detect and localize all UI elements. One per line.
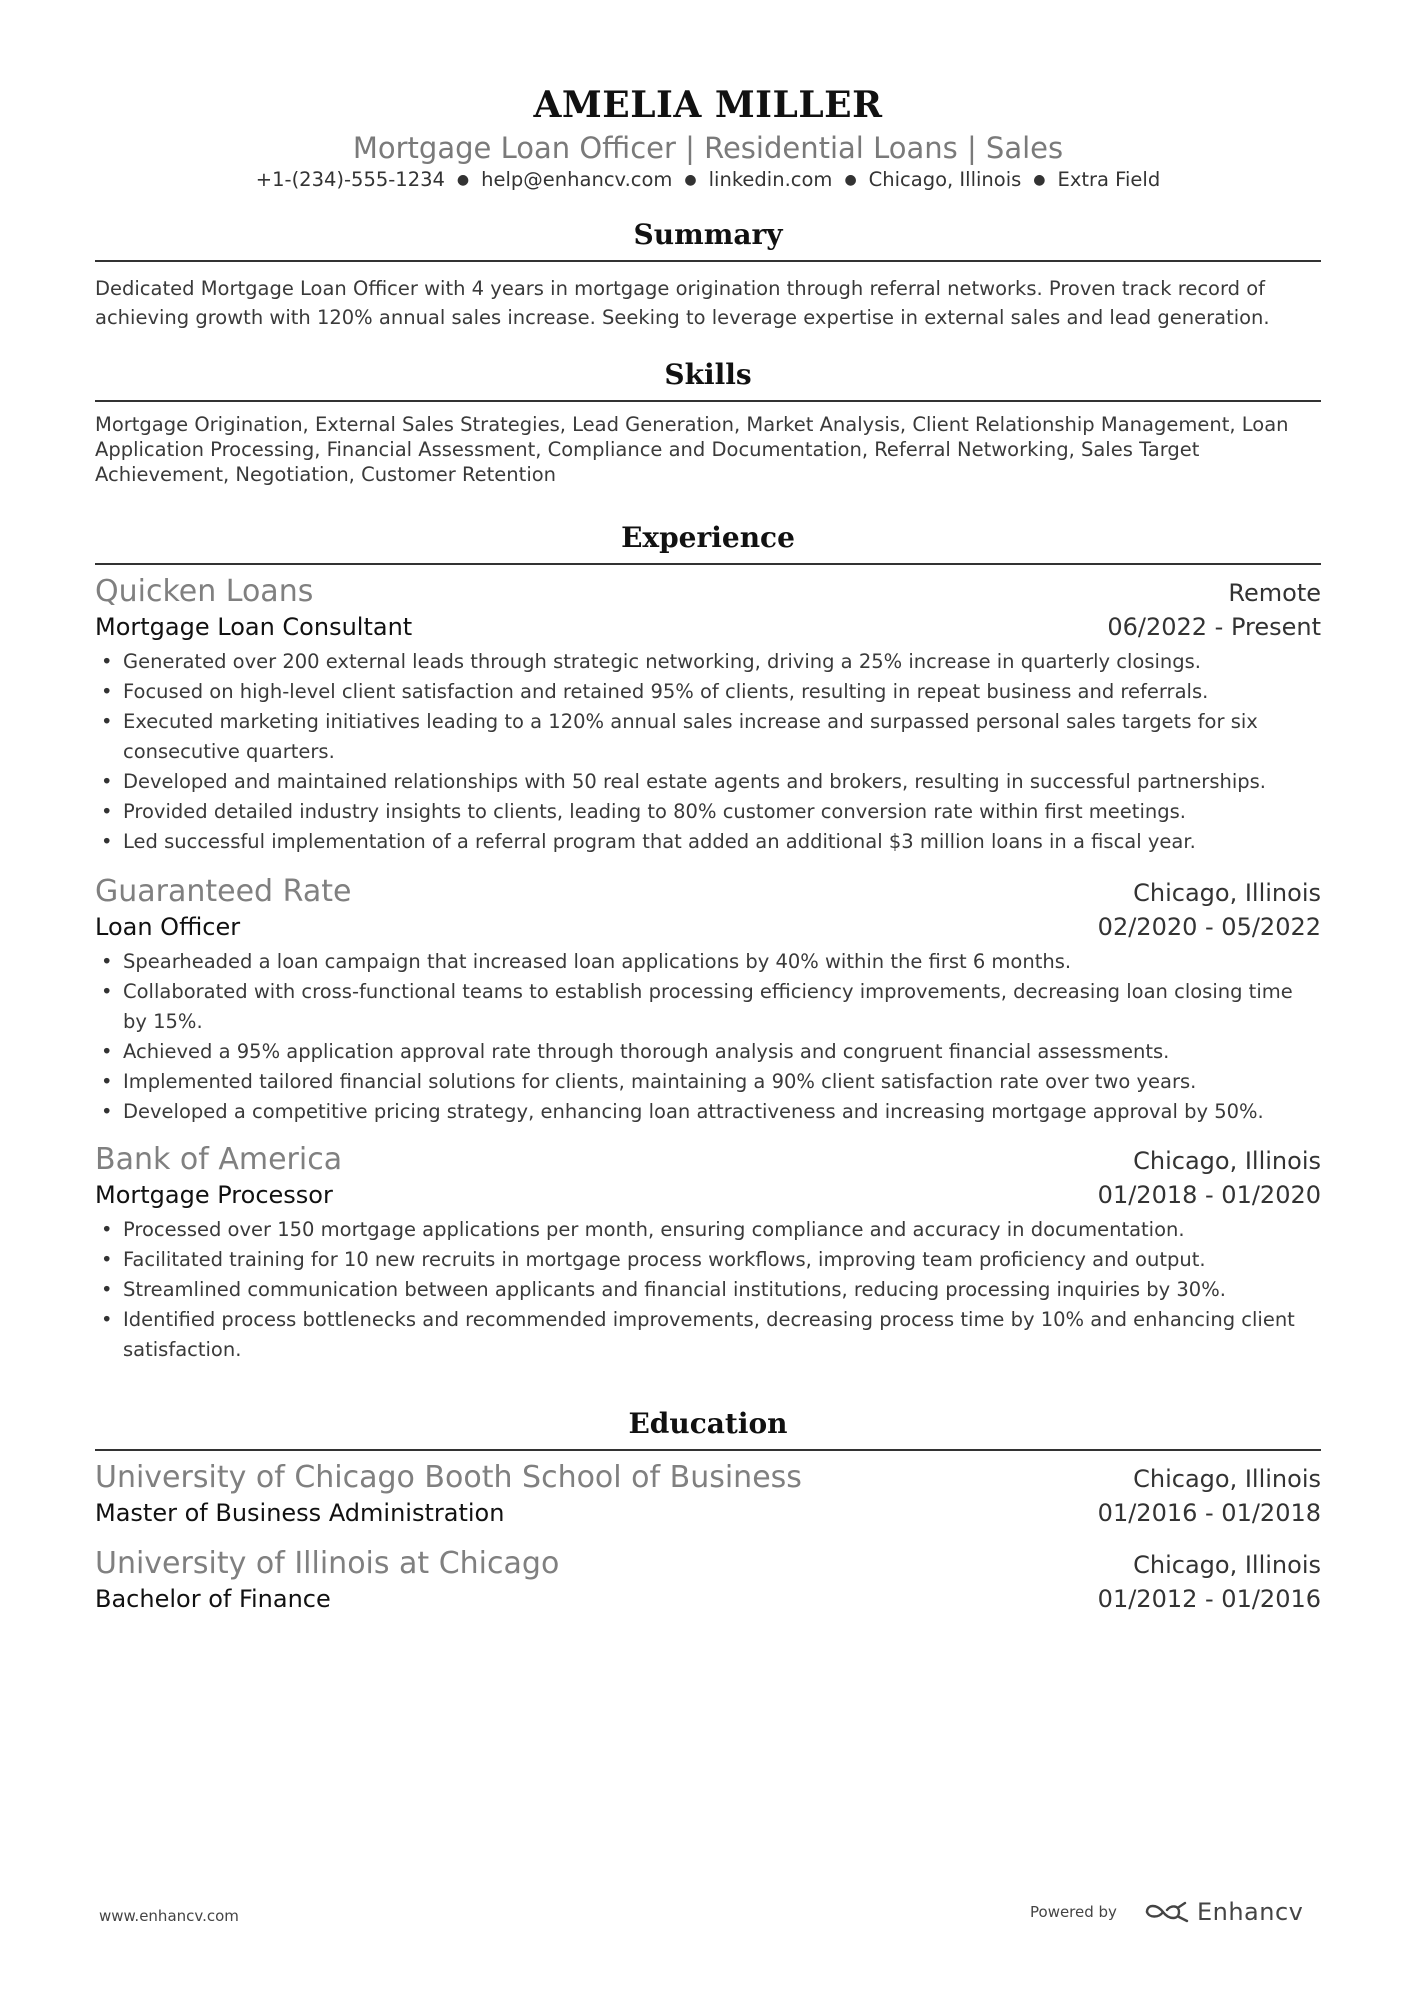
section-divider [95, 400, 1321, 402]
degree: Bachelor of Finance [95, 1585, 331, 1613]
bullet-list [95, 947, 1321, 1127]
section-heading: Education [628, 1407, 788, 1440]
list-item: • Provided detailed industry insights to clients, leading to 80% customer conversion rate within first meetings. [95, 797, 1321, 827]
section-divider [95, 563, 1321, 565]
degree: Master of Business Administration [95, 1499, 505, 1527]
summary-section [95, 216, 1321, 332]
section-divider [95, 260, 1321, 262]
extra-field: Extra Field [1057, 168, 1161, 191]
job-location: Chicago, Illinois [1133, 1147, 1321, 1175]
school-name: University of Illinois at Chicago [95, 1546, 560, 1581]
resume-page [95, 82, 1321, 1615]
list-item: • Processed over 150 mortgage applications per month, ensuring compliance and accuracy in documentation. [95, 1215, 1321, 1245]
company-name: Guaranteed Rate [95, 874, 352, 909]
job-dates: 06/2022 - Present [1107, 613, 1321, 641]
company-name: Bank of America [95, 1142, 343, 1177]
section-heading: Experience [621, 521, 795, 554]
list-item: • Achieved a 95% application approval rate through thorough analysis and congruent financial assessments. [95, 1037, 1321, 1067]
bullet-separator: ● [684, 172, 697, 188]
linkedin[interactable]: linkedin.com [708, 168, 833, 191]
job-location: Chicago, Illinois [1133, 879, 1321, 907]
bullet-separator: ● [844, 172, 857, 188]
bullet-list [95, 647, 1321, 857]
candidate-name: AMELIA MILLER [533, 84, 883, 126]
list-item: • Facilitated training for 10 new recruits in mortgage process workflows, improving team proficiency and output. [95, 1245, 1321, 1275]
powered-by-label: Powered by [1030, 1903, 1117, 1921]
list-item: • Identified process bottlenecks and recommended improvements, decreasing process time by 10% and enhancing client satisfaction. [95, 1305, 1321, 1365]
bullet-separator: ● [1033, 172, 1046, 188]
experience-section [95, 519, 1321, 1365]
company-name: Quicken Loans [95, 574, 314, 609]
section-heading: Summary [633, 218, 783, 251]
phone: +1-(234)-555-1234 [255, 168, 445, 191]
school-location: Chicago, Illinois [1133, 1551, 1321, 1579]
education-entry [95, 1459, 1321, 1529]
bullet-list [95, 1215, 1321, 1365]
list-item: • Implemented tailored financial solutions for clients, maintaining a 90% client satisfaction rate over two years. [95, 1067, 1321, 1097]
list-item: • Generated over 200 external leads through strategic networking, driving a 25% increase in quarterly closings. [95, 647, 1321, 677]
candidate-title: Mortgage Loan Officer | Residential Loans | Sales [352, 131, 1064, 165]
footer-branding [1030, 1898, 1303, 1926]
bullet-separator: ● [456, 172, 470, 188]
footer-website[interactable]: www.enhancv.com [99, 1907, 239, 1925]
job-role: Mortgage Processor [95, 1181, 333, 1209]
location: Chicago, Illinois [868, 168, 1022, 191]
job-entry [95, 1141, 1321, 1365]
job-dates: 01/2018 - 01/2020 [1097, 1181, 1321, 1209]
education-dates: 01/2012 - 01/2016 [1097, 1585, 1321, 1613]
list-item: • Developed a competitive pricing strategy, enhancing loan attractiveness and increasing mortgage approval by 50%. [95, 1097, 1321, 1127]
education-section [95, 1405, 1321, 1615]
section-heading: Skills [664, 358, 752, 391]
summary-text: Dedicated Mortgage Loan Officer with 4 years in mortgage origination through referral networks. Proven track record of achieving growth with 120% annual sales increase. Seeking to leverage expertise in external sales and lead generation. [95, 277, 1270, 329]
list-item: • Streamlined communication between applicants and financial institutions, reducing processing inquiries by 30%. [95, 1275, 1321, 1305]
skills-text: Mortgage Origination, External Sales Strategies, Lead Generation, Market Analysis, Client Relationship Management, Loan Application Processing, Financial Assessment, Compliance and Documentation, Referral Networking, Sales Target Achievement, Negotiation, Customer Retention [95, 413, 1289, 486]
enhancv-logo-icon [1143, 1899, 1191, 1925]
resume-header [95, 82, 1321, 194]
job-entry [95, 573, 1321, 857]
job-role: Mortgage Loan Consultant [95, 613, 413, 641]
job-entry [95, 873, 1321, 1127]
job-dates: 02/2020 - 05/2022 [1097, 913, 1321, 941]
list-item: • Developed and maintained relationships with 50 real estate agents and brokers, resulting in successful partnerships. [95, 767, 1321, 797]
list-item: • Collaborated with cross-functional teams to establish processing efficiency improvements, decreasing loan closing time by 15%. [95, 977, 1321, 1037]
contact-line [95, 166, 1321, 194]
skills-section [95, 356, 1321, 487]
school-name: University of Chicago Booth School of Business [95, 1460, 802, 1495]
enhancv-logo-text: Enhancv [1196, 1898, 1304, 1926]
school-location: Chicago, Illinois [1133, 1465, 1321, 1493]
section-divider [95, 1449, 1321, 1451]
list-item: • Led successful implementation of a referral program that added an additional $3 million loans in a fiscal year. [95, 827, 1321, 857]
job-role: Loan Officer [95, 913, 241, 941]
education-entry [95, 1545, 1321, 1615]
list-item: • Executed marketing initiatives leading to a 120% annual sales increase and surpassed personal sales targets for six consecutive quarters. [95, 707, 1321, 767]
list-item: • Focused on high-level client satisfaction and retained 95% of clients, resulting in repeat business and referrals. [95, 677, 1321, 707]
education-dates: 01/2016 - 01/2018 [1097, 1499, 1321, 1527]
job-location: Remote [1228, 579, 1321, 607]
list-item: • Spearheaded a loan campaign that increased loan applications by 40% within the first 6 months. [95, 947, 1321, 977]
email[interactable]: help@enhancv.com [481, 168, 673, 191]
